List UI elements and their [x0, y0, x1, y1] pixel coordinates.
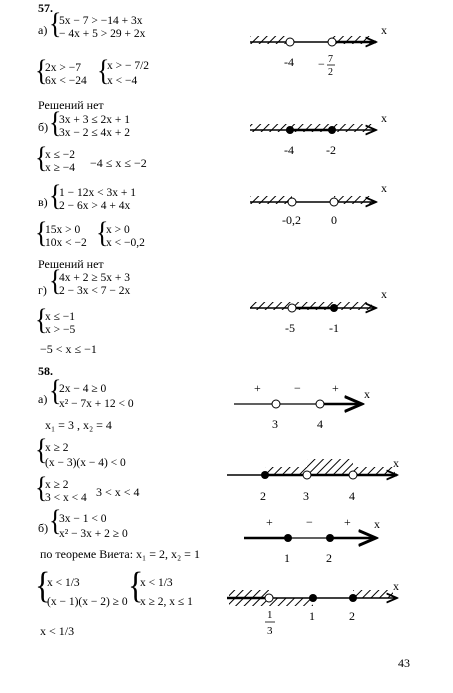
- number-line-57c: [240, 180, 400, 230]
- brace: {: [49, 6, 62, 41]
- brace: {: [35, 140, 48, 175]
- open-point: [272, 400, 280, 408]
- tick-label: 3: [272, 417, 278, 431]
- brace: {: [35, 470, 48, 505]
- item-57b-label: б): [38, 120, 49, 134]
- system-57d-1: 4x + 2 ≥ 5x + 3 2 − 3x < 7 − 2x: [59, 272, 131, 297]
- item-58b-label: б): [38, 521, 49, 535]
- tick-label: 3: [303, 489, 309, 503]
- closed-point: [330, 304, 338, 312]
- axis-label: x: [393, 579, 399, 593]
- open-point: [349, 471, 357, 479]
- brace: {: [35, 215, 48, 250]
- axis-label: x: [374, 517, 380, 531]
- tick-label: -5: [285, 321, 295, 335]
- brace: {: [35, 302, 48, 337]
- brace: {: [128, 564, 144, 606]
- system-57c-1: 1 − 12x < 3x + 1 2 − 6x > 4 + 4x: [59, 187, 136, 212]
- number-line-58a: [225, 455, 405, 505]
- frac-num: 1: [267, 609, 273, 621]
- system-57b-1: 3x + 3 ≤ 2x + 1 3x − 2 ≤ 4x + 2: [59, 114, 131, 139]
- closed-point: [284, 534, 292, 542]
- sign-label: +: [332, 381, 339, 395]
- open-point: [288, 304, 296, 312]
- system-58b-3: x < 1/3 x ≥ 2, x ≤ 1: [140, 577, 193, 608]
- tick-label: 2: [260, 489, 266, 503]
- brace: {: [96, 215, 109, 250]
- system-58a-3: x ≥ 2 3 < x < 4: [45, 479, 87, 504]
- tick-label: 4: [317, 417, 323, 431]
- system-57a-1: 5x − 7 > −14 + 3x − 4x + 5 > 29 + 2x: [59, 15, 146, 40]
- frac-den: 2: [328, 67, 333, 78]
- axis-label: x: [393, 456, 399, 470]
- problem-58-title: 58.: [38, 364, 53, 378]
- sign-chart-58b: [240, 512, 400, 567]
- closed-point: [261, 471, 269, 479]
- brace: {: [49, 178, 62, 213]
- system-57a-2: 2x > −7 6x < −24: [45, 62, 87, 87]
- brace: {: [35, 564, 51, 606]
- axis-label: x: [381, 23, 387, 37]
- sign-label: +: [344, 515, 351, 529]
- tick-label: -2: [326, 143, 336, 157]
- system-57b-2: x ≤ −2 x ≥ −4: [45, 149, 76, 174]
- brace: {: [49, 105, 62, 140]
- page-number: 43: [398, 656, 410, 670]
- brace: {: [35, 432, 48, 467]
- tick-label: −: [318, 57, 325, 71]
- tick-label: 2: [326, 551, 332, 565]
- tick-label: -1: [329, 321, 339, 335]
- open-point: [303, 471, 311, 479]
- sign-label: −: [294, 381, 301, 395]
- brace: {: [97, 53, 110, 88]
- sign-label: +: [266, 515, 273, 529]
- hatch-left: [250, 36, 290, 44]
- result-57c: Решений нет: [38, 257, 104, 271]
- result-57d: −5 < x ≤ −1: [40, 342, 97, 356]
- system-57c-2: 15x > 0 10x < −2: [45, 224, 87, 249]
- closed-point: [326, 534, 334, 542]
- brace: {: [49, 263, 62, 298]
- system-57a-3: x > − 7/2 x < −4: [107, 60, 150, 87]
- axis-label: x: [381, 287, 387, 301]
- open-point: [265, 594, 273, 602]
- system-58a-2: x ≥ 2 (x − 3)(x − 4) < 0: [45, 442, 126, 469]
- item-57a-label: а): [38, 23, 48, 37]
- number-line-57b: [240, 110, 400, 160]
- closed-point: [349, 594, 357, 602]
- sign-chart-58a: [230, 380, 390, 430]
- system-58a-1: 2x − 4 ≥ 0 x² − 7x + 12 < 0: [59, 383, 134, 410]
- system-57d-2: x ≤ −1 x > −5: [45, 311, 76, 336]
- open-point: [288, 198, 296, 206]
- number-line-57a: [240, 20, 400, 90]
- closed-point: [328, 126, 336, 134]
- result-57a: Решений нет: [38, 98, 104, 112]
- number-line-57d: [240, 287, 400, 342]
- axis-label: x: [381, 181, 387, 195]
- tick-label: -4: [284, 143, 294, 157]
- tick-label: 1: [309, 609, 315, 623]
- result-58b: x < 1/3: [40, 624, 75, 638]
- sign-label: −: [306, 515, 313, 529]
- open-point: [316, 400, 324, 408]
- open-point: [286, 38, 294, 46]
- closed-point: [309, 594, 317, 602]
- frac-num: 7: [328, 54, 333, 65]
- tick-label: 0: [331, 213, 337, 227]
- brace: {: [49, 503, 62, 538]
- tick-label: -0,2: [282, 213, 301, 227]
- sign-label: +: [254, 381, 261, 395]
- brace: {: [35, 53, 48, 88]
- roots-58a: x₁ = 3 , x₂ = 4: [45, 418, 112, 432]
- open-point: [328, 38, 336, 46]
- number-line-58b: [225, 579, 405, 657]
- tick-label: 2: [349, 609, 355, 623]
- item-57c-label: в): [38, 195, 48, 209]
- result-58a: 3 < x < 4: [96, 485, 140, 499]
- problem-57-title: 57.: [38, 1, 53, 15]
- frac-den: 3: [267, 625, 273, 637]
- vieta-58b: по теореме Виета: x₁ = 2, x₂ = 1: [40, 547, 200, 561]
- system-57c-3: x > 0 x < −0,2: [106, 224, 145, 249]
- open-point: [330, 198, 338, 206]
- tick-label: 4: [349, 489, 355, 503]
- axis-label: x: [364, 387, 370, 401]
- system-58b-2: x < 1/3 (x − 1)(x − 2) ≥ 0: [47, 577, 128, 608]
- item-58a-label: а): [38, 392, 48, 406]
- closed-point: [286, 126, 294, 134]
- axis-label: x: [381, 111, 387, 125]
- system-58b-1: 3x − 1 < 0 x² − 3x + 2 ≥ 0: [59, 513, 128, 540]
- tick-label: -4: [284, 55, 294, 69]
- tick-label: 1: [284, 551, 290, 565]
- item-57d-label: г): [38, 283, 47, 297]
- brace: {: [49, 373, 62, 408]
- result-57b: −4 ≤ x ≤ −2: [90, 156, 147, 170]
